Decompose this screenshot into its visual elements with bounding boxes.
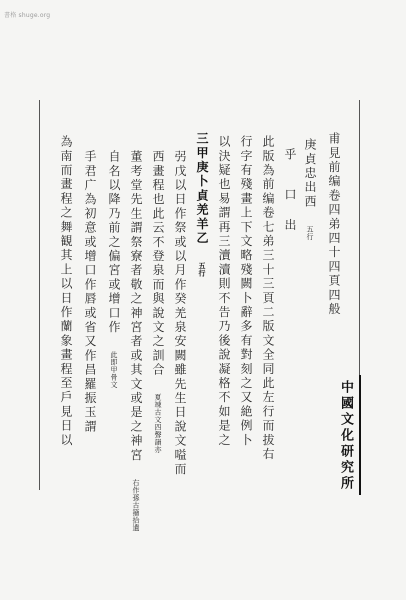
text-column-4: 此版為前编卷七弟三十三頁二版文全同此左行而拔右 bbox=[261, 135, 275, 462]
text-column-8: 弜戊以日作祭或以月作癸羌泉安闕雖先生日說文嗌而 bbox=[173, 150, 187, 477]
column-3-extra: 口 出 bbox=[283, 188, 297, 234]
column-7-main: 三甲庚卜貞羌羊乙 bbox=[195, 132, 209, 246]
text-column-3 bbox=[284, 148, 296, 233]
column-7-note: 五行 bbox=[198, 261, 207, 277]
watermark: 書格 shuge.org bbox=[4, 12, 51, 19]
column-3-main: 乎 bbox=[283, 148, 297, 163]
text-column-13: 為南而畫程之舞観其上以日作蘭象畫程至戶見日以 bbox=[59, 135, 73, 448]
institute-stamp: 中國文化研究所 bbox=[338, 380, 353, 492]
text-column-12: 手君广為初意或增口作唇或省又作昌羅振玉謂 bbox=[83, 150, 97, 434]
text-column-9 bbox=[152, 150, 164, 453]
text-column-1: 甫見前编卷四弟四十四頁四般 bbox=[327, 132, 341, 317]
column-10-main: 董考堂先生謂祭寮者敬之神宮者或其文或是之神宮 bbox=[129, 150, 143, 463]
column-9-note: 夏竦古文四聲韻亦 bbox=[154, 393, 162, 454]
column-11-note: 此即甲骨文 bbox=[110, 350, 118, 389]
text-column-11 bbox=[108, 150, 120, 388]
text-column-7 bbox=[196, 132, 208, 277]
column-2-main: 庚貞忠出西 bbox=[303, 138, 317, 209]
column-10-note: 右作孫古籀拾遺 bbox=[132, 478, 140, 532]
text-column-10 bbox=[130, 150, 142, 531]
column-9-main: 西畫程也此云不登泉而與說文之訓合 bbox=[151, 150, 165, 378]
text-column-5: 行字有殘畫上下文略殘闕卜辭多有對刻之又絶例卜 bbox=[239, 135, 253, 448]
text-column-2 bbox=[304, 138, 316, 240]
text-column-6: 以決疑也易謂再三瀆瀆則不告乃後說凝格不如是之 bbox=[217, 135, 231, 448]
column-2-note: 五行 bbox=[306, 225, 314, 241]
column-11-main: 自名以降乃前之偏宮或增口作 bbox=[107, 150, 121, 335]
